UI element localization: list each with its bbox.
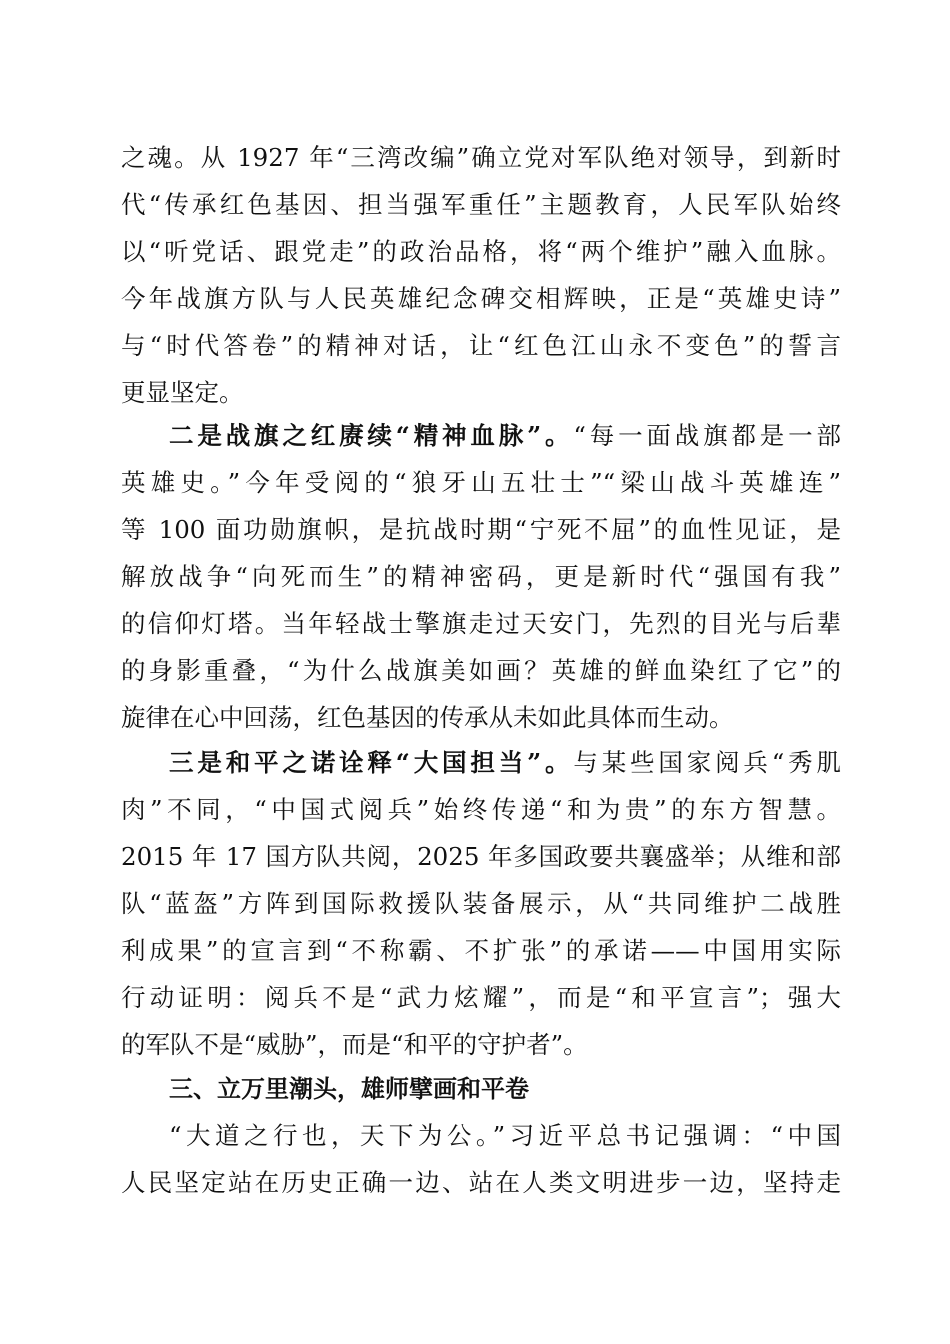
paragraph-1-line-5: 与“时代答卷”的精神对话，让“红色江山永不变色”的誓言 xyxy=(121,331,841,360)
section-heading-3: 三、立万里潮头，雄师擘画和平卷 xyxy=(169,1075,529,1103)
paragraph-3-line-5: 利成果”的宣言到“不称霸、不扩张”的承诺——中国用实际 xyxy=(121,936,841,965)
paragraph-2-line-3: 等 100 面功勋旗帜，是抗战时期“宁死不屈”的血性见证，是 xyxy=(121,515,841,544)
paragraph-1-line-6: 更显坚定。 xyxy=(121,378,244,407)
paragraph-4-line-2: 人民坚定站在历史正确一边、站在人类文明进步一边，坚持走 xyxy=(121,1168,841,1197)
paragraph-3-line-1 xyxy=(169,740,841,786)
paragraph-4-line-1: “大道之行也，天下为公。”习近平总书记强调：“中国 xyxy=(169,1121,841,1150)
paragraph-3-line-7: 的军队不是“威胁”，而是“和平的守护者”。 xyxy=(121,1030,588,1059)
paragraph-1-line-3: 以“听党话、跟党走”的政治品格，将“两个维护”融入血脉。 xyxy=(121,237,841,266)
paragraph-1-line-2: 代“传承红色基因、担当强军重任”主题教育，人民军队始终 xyxy=(121,190,841,219)
paragraph-3-line-1-text: 与某些国家阅兵“秀肌 xyxy=(573,748,841,777)
paragraph-2-line-1 xyxy=(169,413,841,459)
paragraph-3-lead: 三是和平之诺诠释“大国担当”。 xyxy=(169,748,574,777)
paragraph-2-line-5: 的信仰灯塔。当年轻战士擎旗走过天安门，先烈的目光与后辈 xyxy=(121,609,841,638)
paragraph-3-line-6: 行动证明：阅兵不是“武力炫耀”，而是“和平宣言”；强大 xyxy=(121,983,841,1012)
paragraph-3-line-2: 肉”不同，“中国式阅兵”始终传递“和为贵”的东方智慧。 xyxy=(121,795,841,824)
paragraph-1-line-4: 今年战旗方队与人民英雄纪念碑交相辉映，正是“英雄史诗” xyxy=(121,284,841,313)
paragraph-2-line-6: 的身影重叠，“为什么战旗美如画？英雄的鲜血染红了它”的 xyxy=(121,656,841,685)
paragraph-2-lead: 二是战旗之红赓续“精神血脉”。 xyxy=(169,421,574,450)
paragraph-1-line-1: 之魂。从 1927 年“三湾改编”确立党对军队绝对领导，到新时 xyxy=(121,143,841,172)
paragraph-2-line-7: 旋律在心中回荡，红色基因的传承从未如此具体而生动。 xyxy=(121,703,734,732)
paragraph-2-line-4: 解放战争“向死而生”的精神密码，更是新时代“强国有我” xyxy=(121,562,841,591)
paragraph-3-line-3: 2015 年 17 国方队共阅，2025 年多国政要共襄盛举；从维和部 xyxy=(121,842,841,871)
paragraph-3-line-4: 队“蓝盔”方阵到国际救援队装备展示，从“共同维护二战胜 xyxy=(121,889,841,918)
paragraph-2-line-1-text: “每一面战旗都是一部 xyxy=(573,421,841,450)
paragraph-2-line-2: 英雄史。”今年受阅的“狼牙山五壮士”“梁山战斗英雄连” xyxy=(121,468,841,497)
